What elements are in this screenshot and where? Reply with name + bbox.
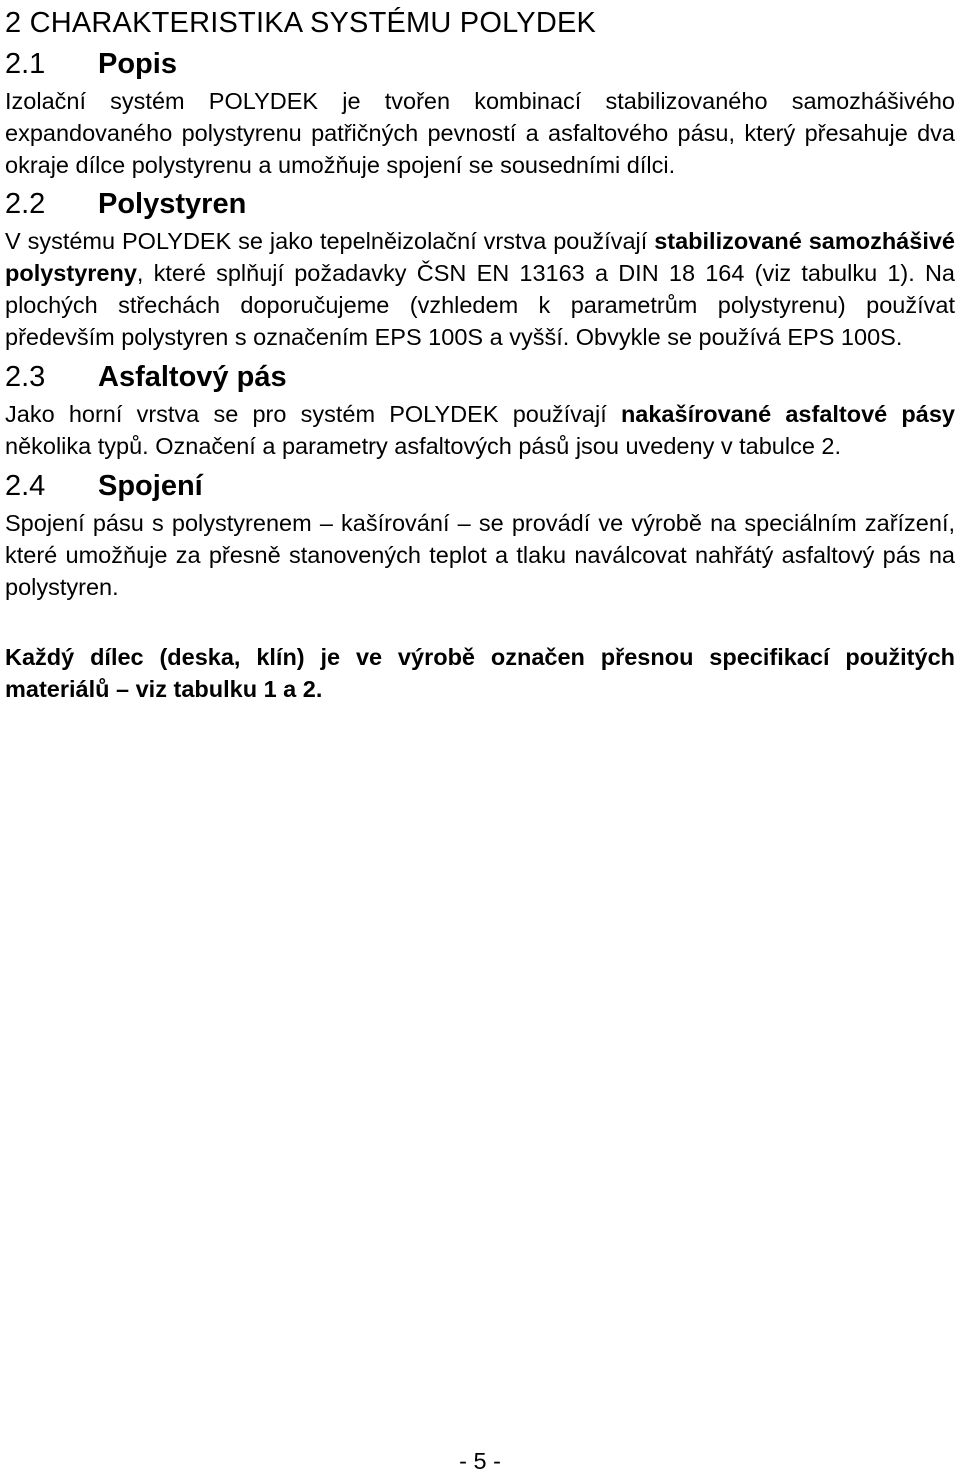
section-title: Popis	[98, 48, 177, 80]
section-text-polystyren	[5, 225, 955, 353]
section-heading-asfaltovy-pas	[5, 360, 955, 394]
text-run: V systému POLYDEK se jako tepelněizolační vrstva používají	[5, 228, 655, 254]
section-title: Polystyren	[98, 188, 247, 220]
section-number: 2.4	[5, 470, 46, 502]
page-number: - 5 -	[459, 1448, 501, 1474]
text-run: několika typů. Označení a parametry asfaltových pásů jsou uvedeny v tabulce 2.	[5, 433, 842, 459]
section-heading-polystyren	[5, 187, 955, 221]
section-number: 2.3	[5, 361, 46, 393]
section-title: Spojení	[98, 470, 203, 502]
text-run: , které splňují požadavky ČSN EN 13163 a DIN 18 164 (viz tabulku 1). Na plochých střechách doporučujeme (vzhledem k parametrům polystyrenu) používat především polystyren s označením EPS 100S a vyšší. Obvykle se používá EPS 100S.	[5, 260, 955, 350]
section-text-spojeni: Spojení pásu s polystyrenem – kašírování – se provádí ve výrobě na speciálním zařízení, které umožňuje za přesně stanovených teplot a tlaku naválcovat nahřátý asfaltový pás na polystyren.	[5, 510, 955, 600]
chapter-title: 2 CHARAKTERISTIKA SYSTÉMU POLYDEK	[5, 7, 597, 39]
section-heading-spojeni	[5, 469, 955, 503]
section-number: 2.1	[5, 48, 46, 80]
specification-note: Každý dílec (deska, klín) je ve výrobě označen přesnou specifikací použitých materiálů – viz tabulku 1 a 2.	[5, 644, 955, 702]
document-page	[5, 0, 955, 705]
section-number: 2.2	[5, 188, 46, 220]
text-run: Jako horní vrstva se pro systém POLYDEK používají	[5, 401, 621, 427]
section-title: Asfaltový pás	[98, 361, 287, 393]
bold-text-run: nakašírované asfaltové pásy	[620, 401, 955, 427]
bold-text-run: stabilizované samozhášivé polystyreny	[5, 228, 955, 286]
section-text-popis: Izolační systém POLYDEK je tvořen kombinací stabilizovaného samozhášivého expandovaného polystyrenu patřičných pevností a asfaltového pásu, který přesahuje dva okraje dílce polystyrenu a umožňuje spojení se sousedními dílci.	[5, 88, 955, 178]
section-text-asfaltovy-pas	[5, 398, 955, 462]
section-heading-popis	[5, 47, 955, 81]
